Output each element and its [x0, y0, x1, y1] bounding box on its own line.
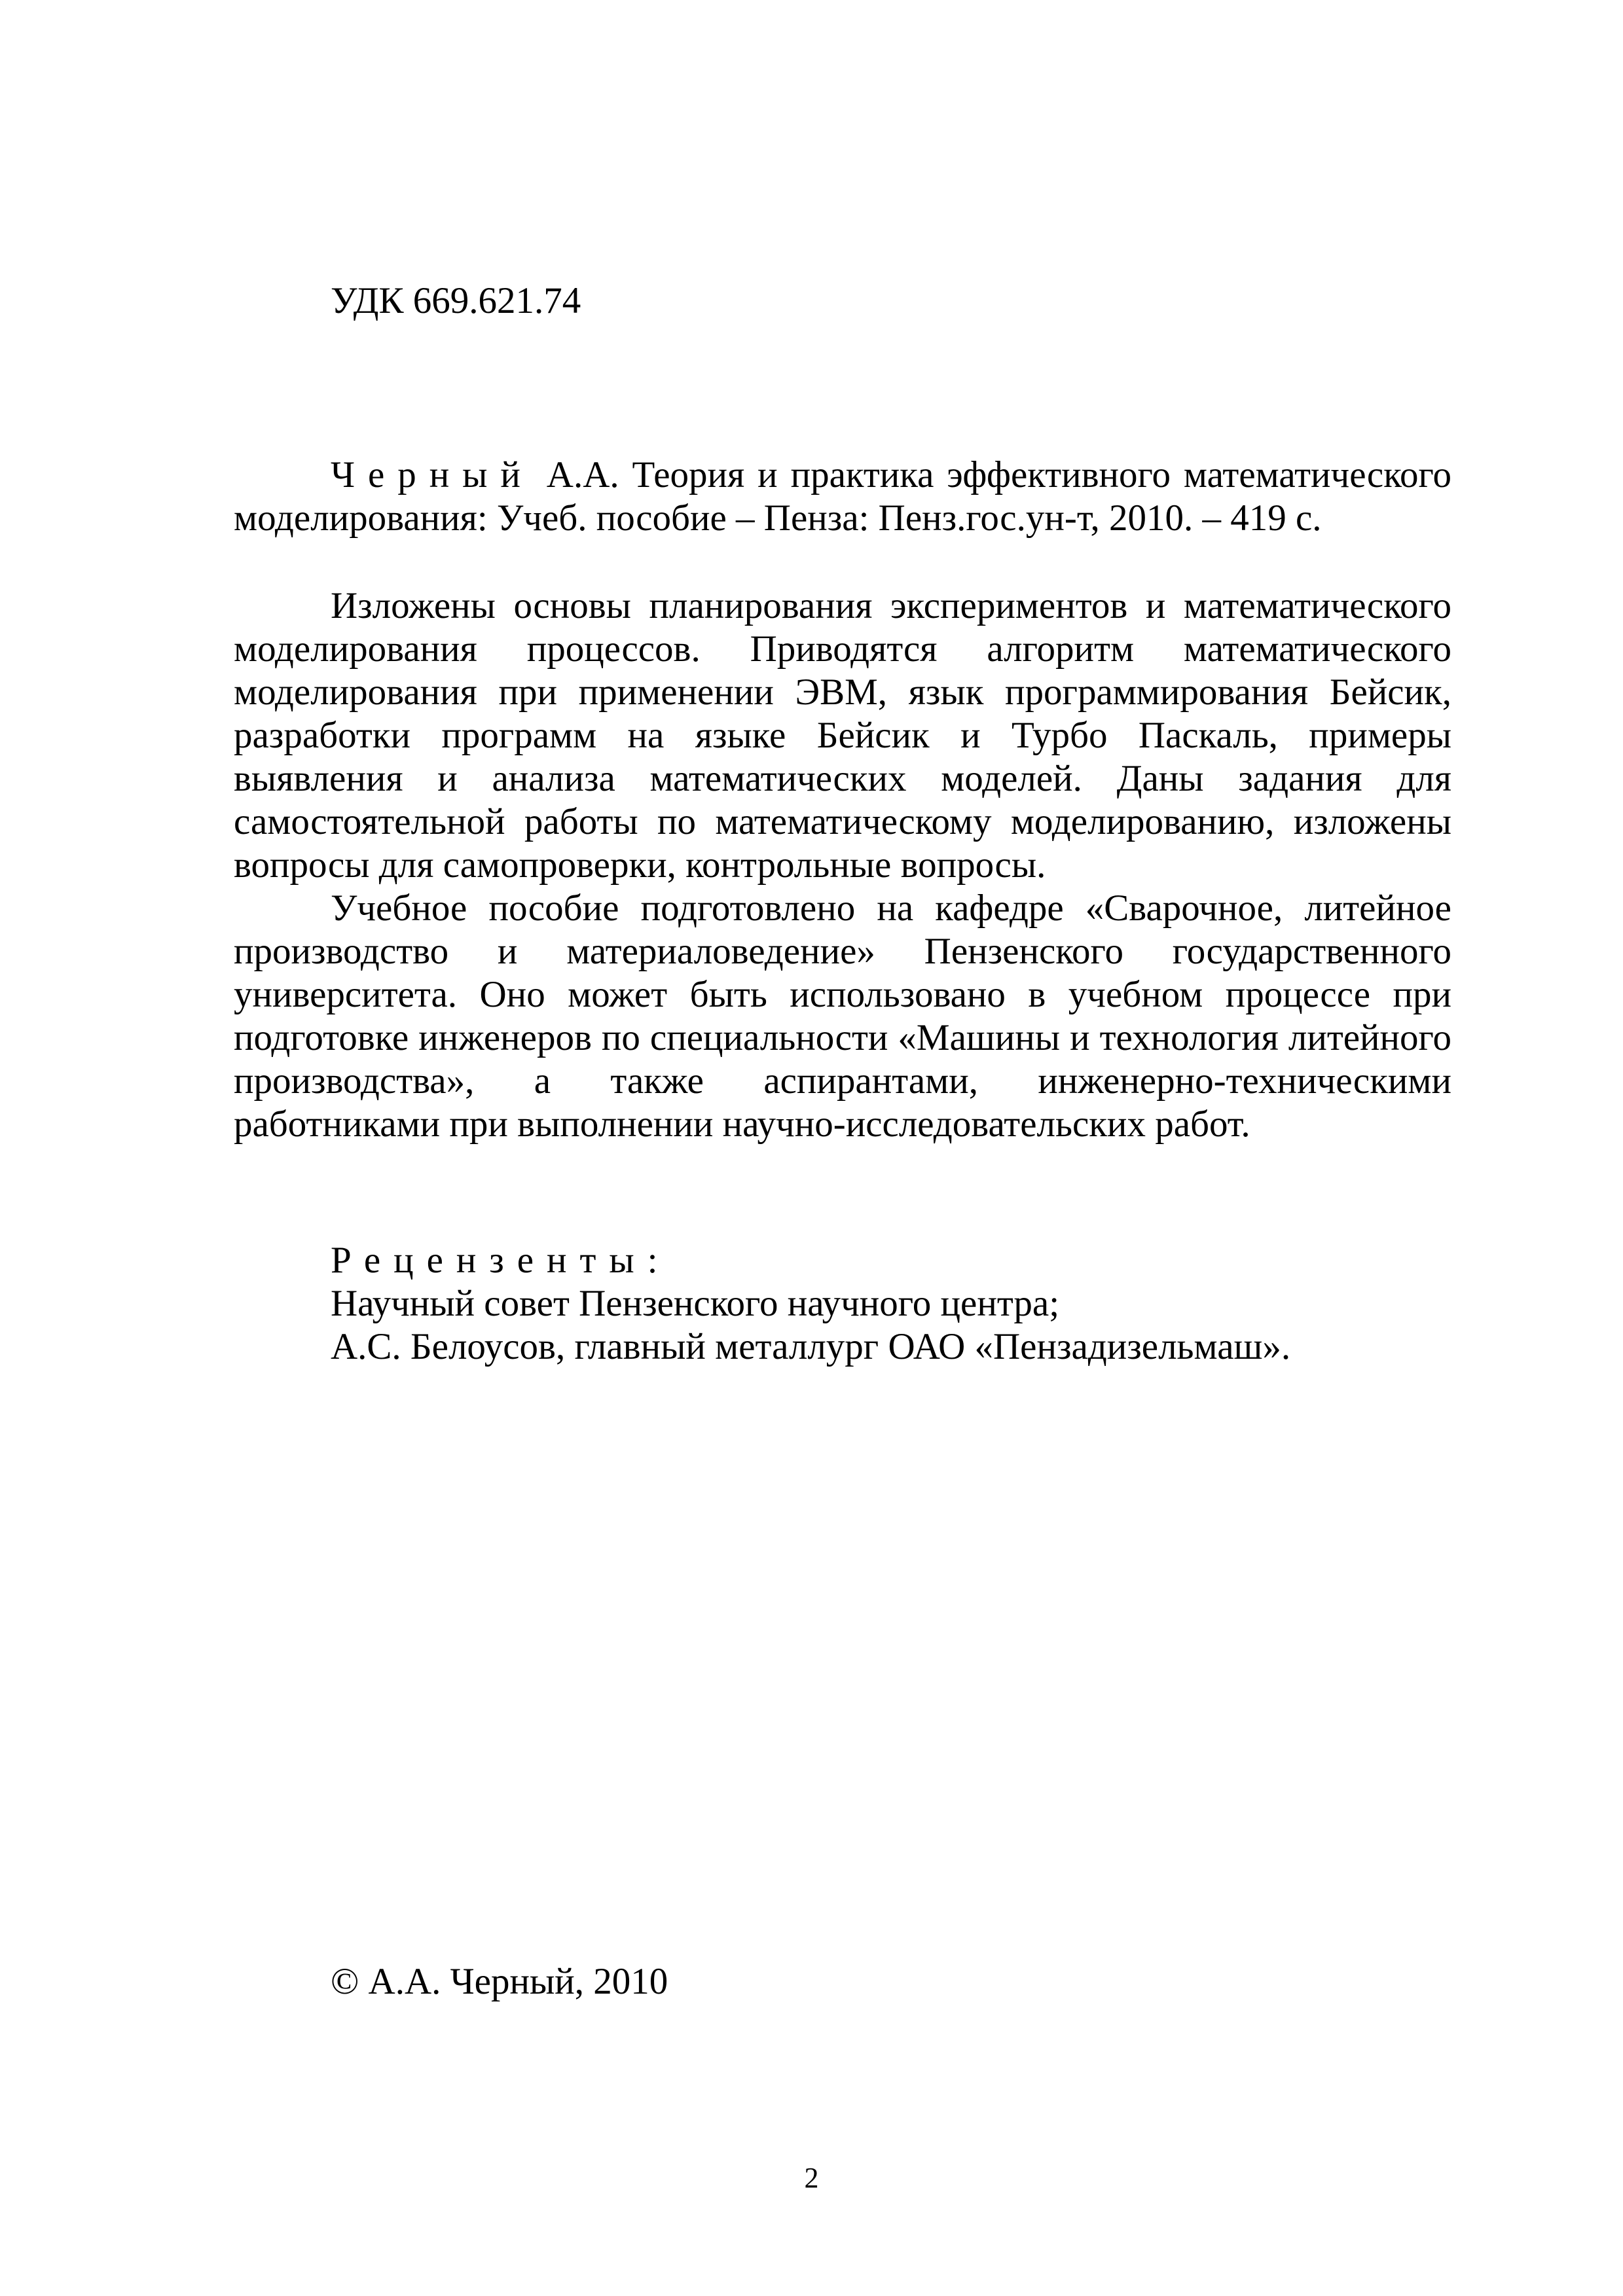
- abstract-paragraph-1: Изложены основы планирования экспериментов и математического моделирования процессов. Приводятся алгоритм математического моделирования при применении ЭВМ, язык программирования Бейсик, разработки программ на языке Бейсик и Турбо Паскаль, примеры выявления и анализа математических моделей. Даны задания для самостоятельной работы по математическому моделированию, изложены вопросы для самопроверки, контрольные вопросы.: [234, 585, 1451, 886]
- reviewers-heading: [331, 1239, 1290, 1282]
- copyright-notice: © А.А. Черный, 2010: [331, 1961, 668, 2002]
- bibliographic-citation: [234, 454, 1451, 540]
- page-number: 2: [804, 2162, 819, 2194]
- abstract-paragraph-2: Учебное пособие подготовлено на кафедре «Сварочное, литейное производство и материаловедение» Пензенского государственного университета. Оно может быть использовано в учебном процессе при подготовке инженеров по специальности «Машины и технология литейного производства», а также аспирантами, инженерно-техническими работниками при выполнении научно-исследовательских работ.: [234, 888, 1451, 1145]
- abstract: [234, 584, 1451, 1146]
- citation-text: А.А. Теория и практика эффективного математического моделирования: Учеб. пособие – Пенза: Пенз.гос.ун-т, 2010. – 419 с.: [234, 454, 1451, 539]
- citation-author: Черный: [331, 454, 534, 495]
- reviewer-item: Научный совет Пензенского научного центра;: [331, 1283, 1060, 1324]
- udk-code: УДК 669.621.74: [331, 280, 581, 321]
- citation-paragraph: [234, 454, 1451, 540]
- reviewers-section: [331, 1239, 1290, 1369]
- reviewers-heading-colon: :: [647, 1240, 658, 1281]
- reviewers-heading-text: Рецензенты: [331, 1240, 647, 1281]
- reviewer-item: А.С. Белоусов, главный металлург ОАО «Пензадизельмаш».: [331, 1326, 1291, 1367]
